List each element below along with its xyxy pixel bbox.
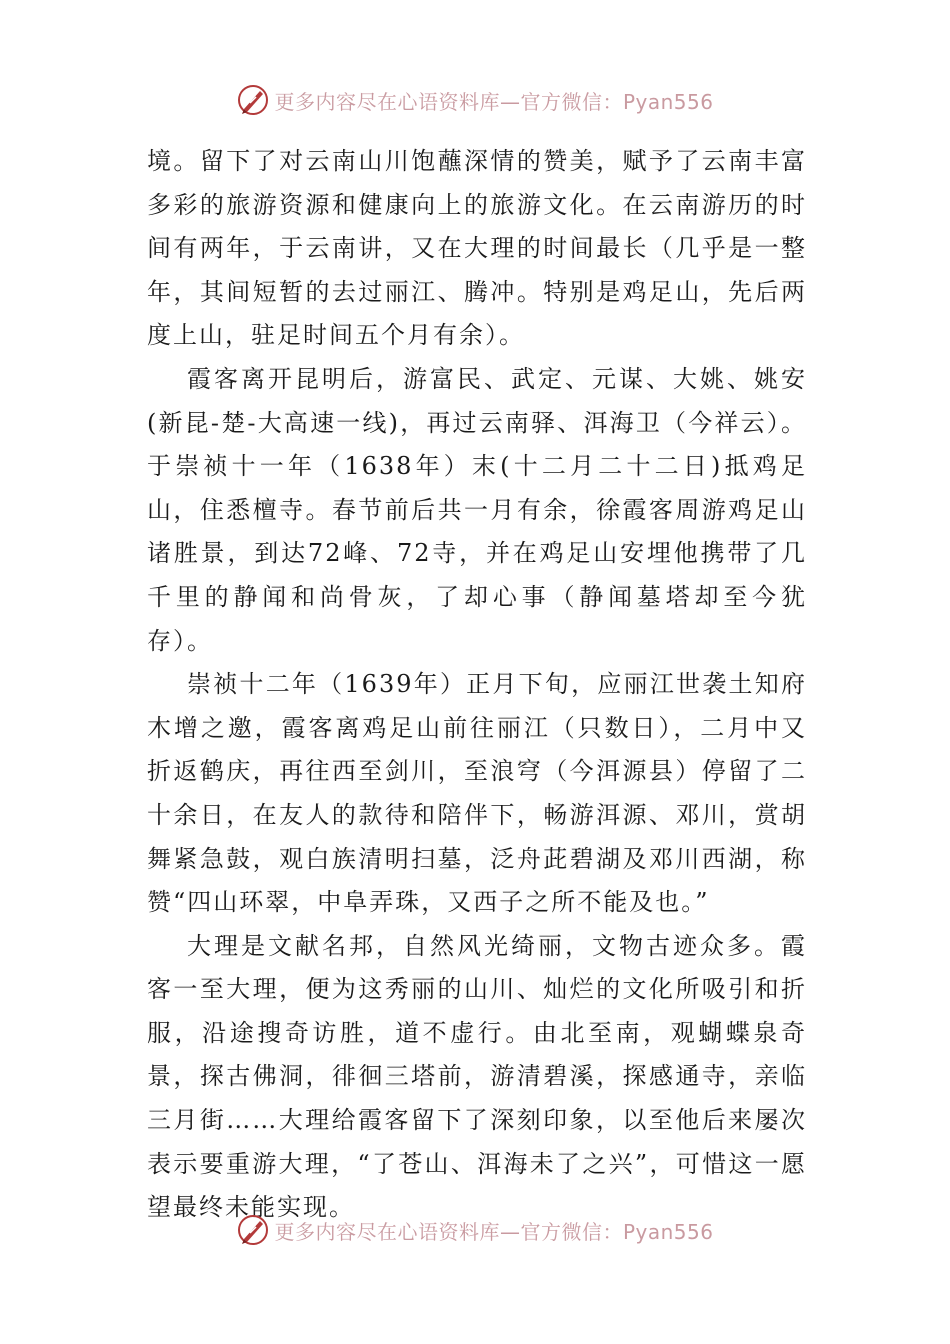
header-watermark-text: 更多内容尽在心语资料库—官方微信：Pyan556 <box>274 89 714 114</box>
pen-quill-icon <box>236 1213 270 1247</box>
header-watermark-banner <box>0 80 950 120</box>
footer-watermark-text: 更多内容尽在心语资料库—官方微信：Pyan556 <box>274 1219 714 1244</box>
paragraph-4: 大理是文献名邦，自然风光绮丽，文物古迹众多。霞客一至大理，便为这秀丽的山川、灿烂的文化所吸引和折服，沿途搜奇访胜，道不虚行。由北至南，观蝴蝶泉奇景，探古佛洞，徘徊三塔前，游清碧溪，探感通寺，亲临三月街……大理给霞客留下了深刻印象，以至他后来屡次表示要重游大理，“了苍山、洱海未了之兴”，可惜这一愿望最终未能实现。 <box>147 931 807 1222</box>
footer-watermark-banner <box>0 1210 950 1250</box>
pen-quill-icon <box>236 83 270 117</box>
paragraph-3: 崇祯十二年（1639年）正月下旬，应丽江世袭土知府木增之邀，霞客离鸡足山前往丽江（只数日），二月中又折返鹤庆，再往西至剑川，至浪穹（今洱源县）停留了二十余日，在友人的款待和陪伴下，畅游洱源、邓川，赏胡舞紧急鼓，观白族清明扫墓，泛舟茈碧湖及邓川西湖，称赞“四山环翠，中阜弄珠，又西子之所不能及也。” <box>147 670 807 917</box>
paragraph-2: 霞客离开昆明后，游富民、武定、元谋、大姚、姚安(新昆-楚-大高速一线)，再过云南驿、洱海卫（今祥云）。于崇祯十一年（1638年）末(十二月二十二日)抵鸡足山，住悉檀寺。春节前后共一月有余，徐霞客周游鸡足山诸胜景，到达72峰、72寺，并在鸡足山安埋他携带了几千里的静闻和尚骨灰，了却心事（静闻墓塔却至今犹存）。 <box>147 364 807 655</box>
paragraph-1: 境。留下了对云南山川饱蘸深情的赞美，赋予了云南丰富多彩的旅游资源和健康向上的旅游文化。在云南游历的时间有两年，于云南讲，又在大理的时间最长（几乎是一整年，其间短暂的去过丽江、腾冲。特别是鸡足山，先后两度上山，驻足时间五个月有余）。 <box>147 147 807 350</box>
document-body <box>147 140 807 1230</box>
